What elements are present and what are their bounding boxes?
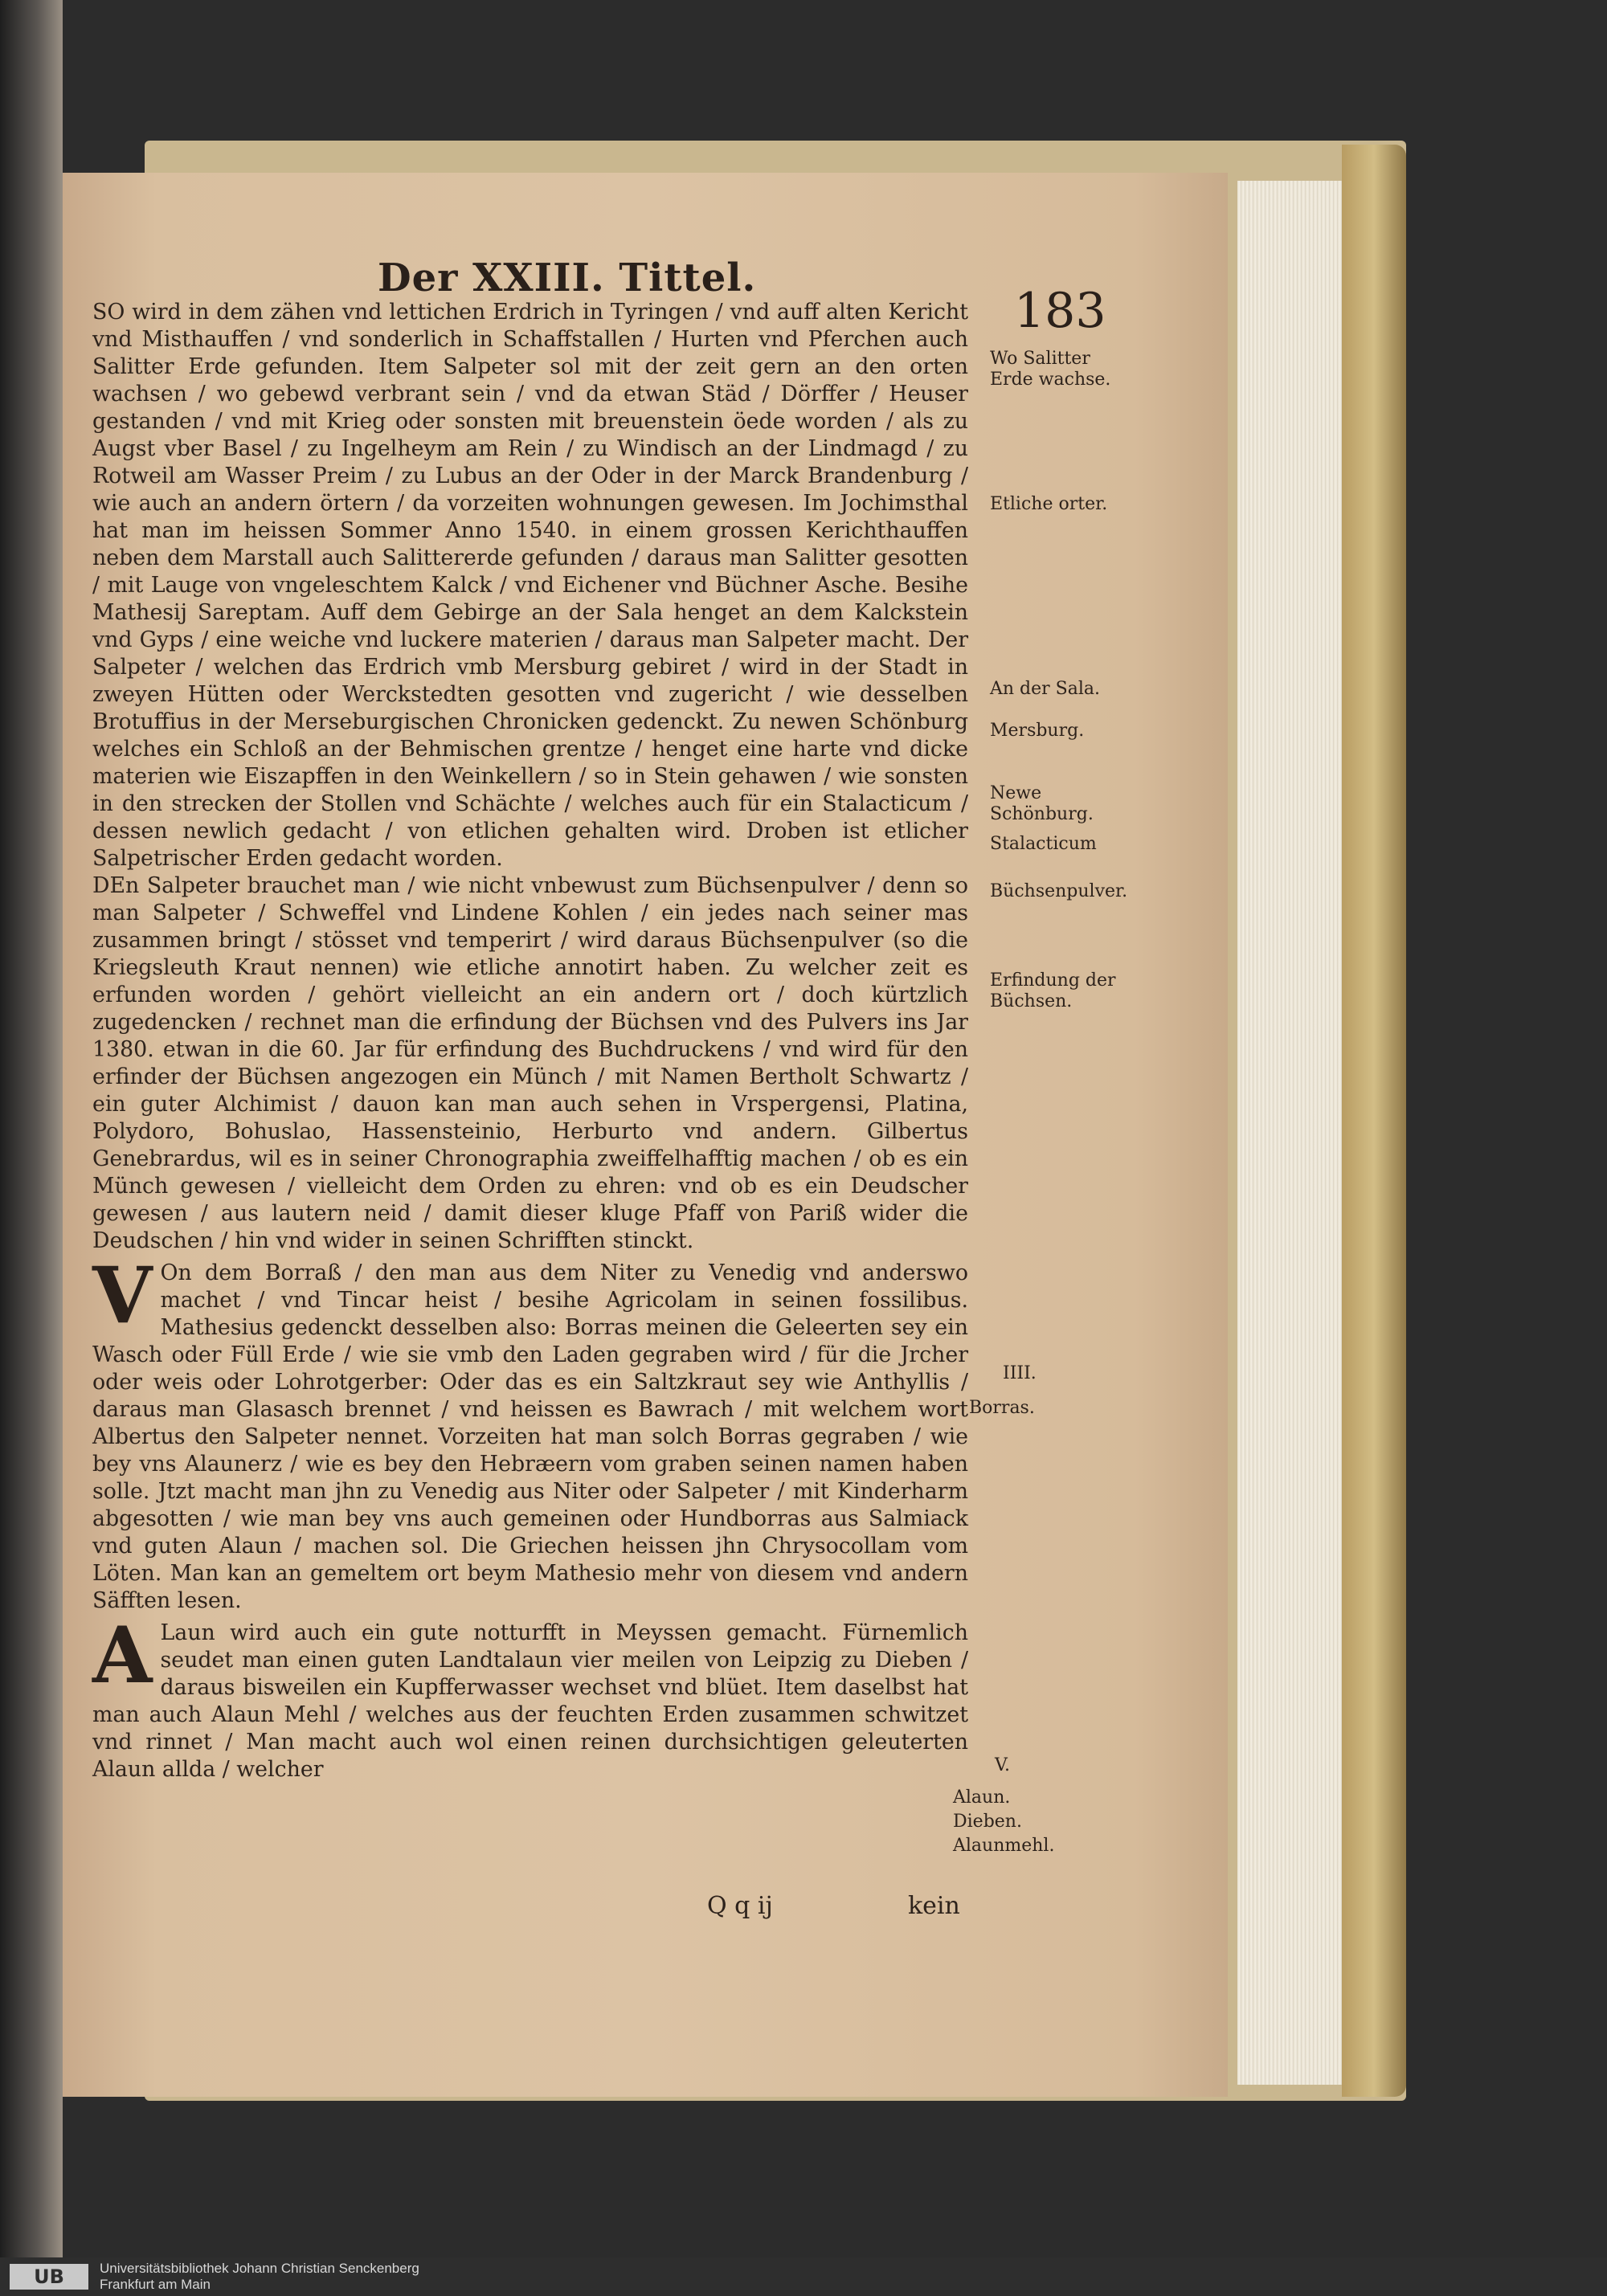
signature-mark: Q q ij xyxy=(707,1892,773,1920)
section-borras xyxy=(92,1250,968,1615)
initial-letter-a: A xyxy=(92,1610,153,1701)
margin-note-borras: Borras. xyxy=(969,1398,1035,1418)
margin-note-stalacticum: Stalacticum xyxy=(990,834,1097,854)
margin-note-alaunmehl: Alaunmehl. xyxy=(953,1836,1055,1856)
margin-note-erfindung: Erfindung der Büchsen. xyxy=(990,970,1116,1011)
ub-logo: UB xyxy=(10,2264,88,2290)
paragraph-alaun: Laun wird auch ein gute notturfft in Meyssen gemacht. Fürnemlich seudet man einen guten Landtalaun vier meilen von Leipzig zu Dieben / daraus bisweilen ein Kupfferwasser wechset vnd blüet. Item daselbst hat man auch Alaun Mehl / welches aus der feuchten Erden zusammen schwitzet vnd rinnet / Man macht auch wol einen reinen durchsichtigen geleuterten Alaun allda / welcher xyxy=(92,1620,968,1782)
margin-note-newe-schoenburg: Newe Schönburg. xyxy=(990,783,1094,824)
library-footer xyxy=(0,2257,1607,2296)
paragraph-buechsenpulver: DEn Salpeter brauchet man / wie nicht vnbewust zum Büchsenpulver / denn so man Salpeter / Schweffel vnd Lindene Kohlen / ein jedes nach seiner mas zusammen bringt / stösset vnd temperirt / wird daraus Büchsenpulver (so die Kriegsleuth Kraut nennen) wie etliche annotirt haben. Zu welcher zeit es erfunden worden / gehört vielleicht an ein andern ort / doch kürtzlich zugedencken / rechnet man die erfindung der Büchsen vnd des Pulvers ins Jar 1380. etwan in die 60. Jar für erfindung des Buchdruckens / vnd wird für den erfinder der Büchsen angezogen ein Münch / mit Namen Bertholt Schwartz / ein guter Alchimist / dauon kan man auch sehen in Vrspergensi, Platina, Polydoro, Bohuslao, Hassensteinio, Herburto vnd andern. Gilbertus Genebrardus, wil es in seiner Chronographia zweiffelhafftig machen / ob es ein Münch gewesen / vielleicht dem Orden zu ehren: vnd ob es ein Deudscher gewesen / aus lautern neid / damit dieser kluge Pfaff von Pariß wider die Deudschen / hin vnd wider in seinen Schrifften stinckt. xyxy=(92,873,968,1253)
margin-note-dieben: Dieben. xyxy=(953,1812,1022,1832)
running-header: Der XXIII. Tittel. xyxy=(378,255,757,300)
margin-note-buechsenpulver: Büchsenpulver. xyxy=(990,881,1128,901)
book-cover-edge xyxy=(1342,145,1406,2097)
main-text-column xyxy=(92,299,968,1783)
section-alaun xyxy=(92,1610,968,1783)
adjacent-page-strip xyxy=(0,0,63,2257)
margin-note-mersburg: Mersburg. xyxy=(990,721,1085,741)
page-edges xyxy=(1237,181,1342,2085)
margin-note-etliche-orter: Etliche orter. xyxy=(990,494,1108,514)
margin-note-section-4: IIII. xyxy=(1003,1363,1037,1383)
margin-note-wo-salitter: Wo Salitter Erde wachse. xyxy=(990,349,1111,390)
catchword: kein xyxy=(908,1892,960,1920)
margin-note-alaun: Alaun. xyxy=(953,1787,1011,1808)
margin-note-sala: An der Sala. xyxy=(990,679,1100,699)
margin-note-section-5: V. xyxy=(995,1755,1011,1775)
initial-letter-v: V xyxy=(92,1250,153,1341)
paragraph-borras: On dem Borraß / den man aus dem Niter zu Venedig vnd anderswo machet / vnd Tincar heist / besihe Agricolam in seinen fossilibus. Mathesius gedenckt desselben also: Borras meinen die Geleerten sey ein Wasch oder Füll Erde / wie sie vmb den Laden gegraben wird / für die Jrcher oder weis oder Lohrotgerber: Oder das es ein Saltzkraut sey wie Anthyllis / daraus man Glasasch brennet / vnd heissen es Bawrach / mit welchem wort Albertus den Salpeter nennet. Vorzeiten hat man solch Borras gegraben / wie bey vns Alaunerz / wie es bey den Hebræern vom graben seinen namen haben solle. Jtzt macht man jhn zu Venedig aus Niter oder Salpeter / mit Kinderharm abgesotten / wie man bey vns auch gemeinen oder Hundborras aus Salmiack vnd guten Alaun / machen sol. Die Griechen heissen jhn Chrysocollam vom Löten. Man kan an gemeltem ort beym Mathesio mehr von diesem vnd andern Säfften lesen. xyxy=(92,1260,968,1613)
page-number: 183 xyxy=(1014,283,1106,339)
paragraph-salitter: SO wird in dem zähen vnd lettichen Erdrich in Tyringen / vnd auff alten Kericht vnd Misthauffen / vnd sonderlich in Schaffstallen / Hurten vnd Pferchen auch Salitter Erde gefunden. Item Salpeter sol mit der zeit gern an den orten wachsen / wo gebewd verbrant sein / vnd da etwan Städ / Dörffer / Heuser gestanden / vnd mit Krieg oder sonsten mit breuenstein öede worden / als zu Augst vber Basel / zu Ingelheym am Rein / zu Windisch an der Lindmagd / zu Rotweil am Wasser Preim / zu Lubus an der Oder in der Marck Brandenburg / wie auch an andern örtern / da vorzeiten wohnungen gewesen. Im Jochimsthal hat man im heissen Sommer Anno 1540. in einem grossen Kerichthauffen neben dem Marstall auch Salittererde gefunden / daraus man Salitter gesotten / mit Lauge von vngeleschtem Kalck / vnd Eichener vnd Büchner Asche. Besihe Mathesij Sareptam. Auff dem Gebirge an der Sala henget an dem Kalckstein vnd Gyps / eine weiche vnd luckere materien / daraus man Salpeter macht. Der Salpeter / welchen das Erdrich vmb Mersburg gebiret / wird in der Stadt in zweyen Hütten oder Werckstedten gesotten vnd zugericht / wie desselben Brotuffius in der Merseburgischen Chronicken gedenckt. Zu newen Schönburg welches ein Schloß an der Behmischen grentze / henget eine harte vnd dicke materien wie Eiszapffen in den Weinkellern / so in Stein gehawen / wie sonsten in den strecken der Stollen vnd Schächte / welches auch für ein Stalacticum / dessen newlich gedacht / von etlichen gehalten wird. Droben ist etlicher Salpetrischer Erden gedacht worden. xyxy=(92,300,968,871)
library-city: Frankfurt am Main xyxy=(100,2277,211,2292)
library-name: Universitätsbibliothek Johann Christian Senckenberg xyxy=(100,2261,419,2276)
